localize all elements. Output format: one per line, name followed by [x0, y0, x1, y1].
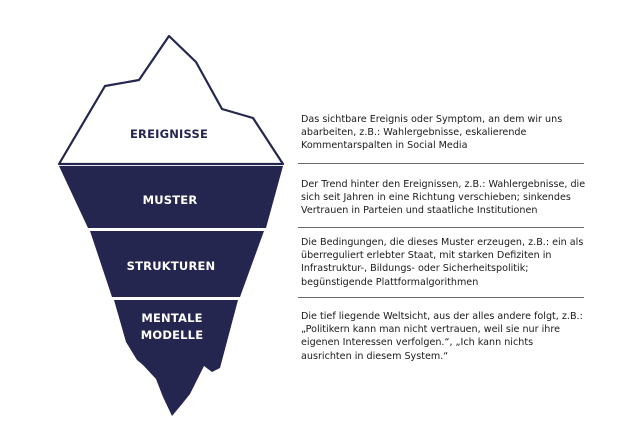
layer-label-strukturen: STRUKTUREN — [126, 259, 216, 273]
description-strukturen: Die Bedingungen, die dieses Muster erzeugen, z.B.: ein als überreguliert erlebter Staat, mit starken Defiziten in Infrastruktur-, Bildungs- oder Sicherheitspolitik; begünstigende Plattformalgorithmen — [301, 237, 584, 288]
description-mentale-modelle: Die tief liegende Weltsicht, aus der alles andere folgt, z.B.: „Politikern kann man nicht vertrauen, weil sie nur ihre eigenen Interessen verfolgen.“, „Ich kann nichts ausrichten in diesem System.“ — [301, 311, 583, 362]
divider-line — [298, 227, 584, 228]
divider-line — [298, 163, 584, 164]
layer-label-mentale: MENTALE — [141, 311, 203, 325]
divider-line — [298, 297, 584, 298]
description-ereignisse: Das sichtbare Ereignis oder Symptom, an dem wir uns abarbeiten, z.B.: Wahlergebnisse, eskalierende Kommentarspalten in Social Media — [301, 114, 563, 152]
iceberg-tip-outline — [59, 36, 283, 164]
description-muster: Der Trend hinter den Ereignissen, z.B.: Wahlergebnisse, die sich seit Jahren in eine Richtung verschieben; sinkendes Vertrauen in Parteien und staatliche Institutionen — [301, 179, 586, 217]
layer-label-modelle: MODELLE — [140, 328, 204, 342]
layer-label-ereignisse: EREIGNISSE — [129, 127, 209, 141]
layer-label-muster: MUSTER — [142, 193, 198, 207]
